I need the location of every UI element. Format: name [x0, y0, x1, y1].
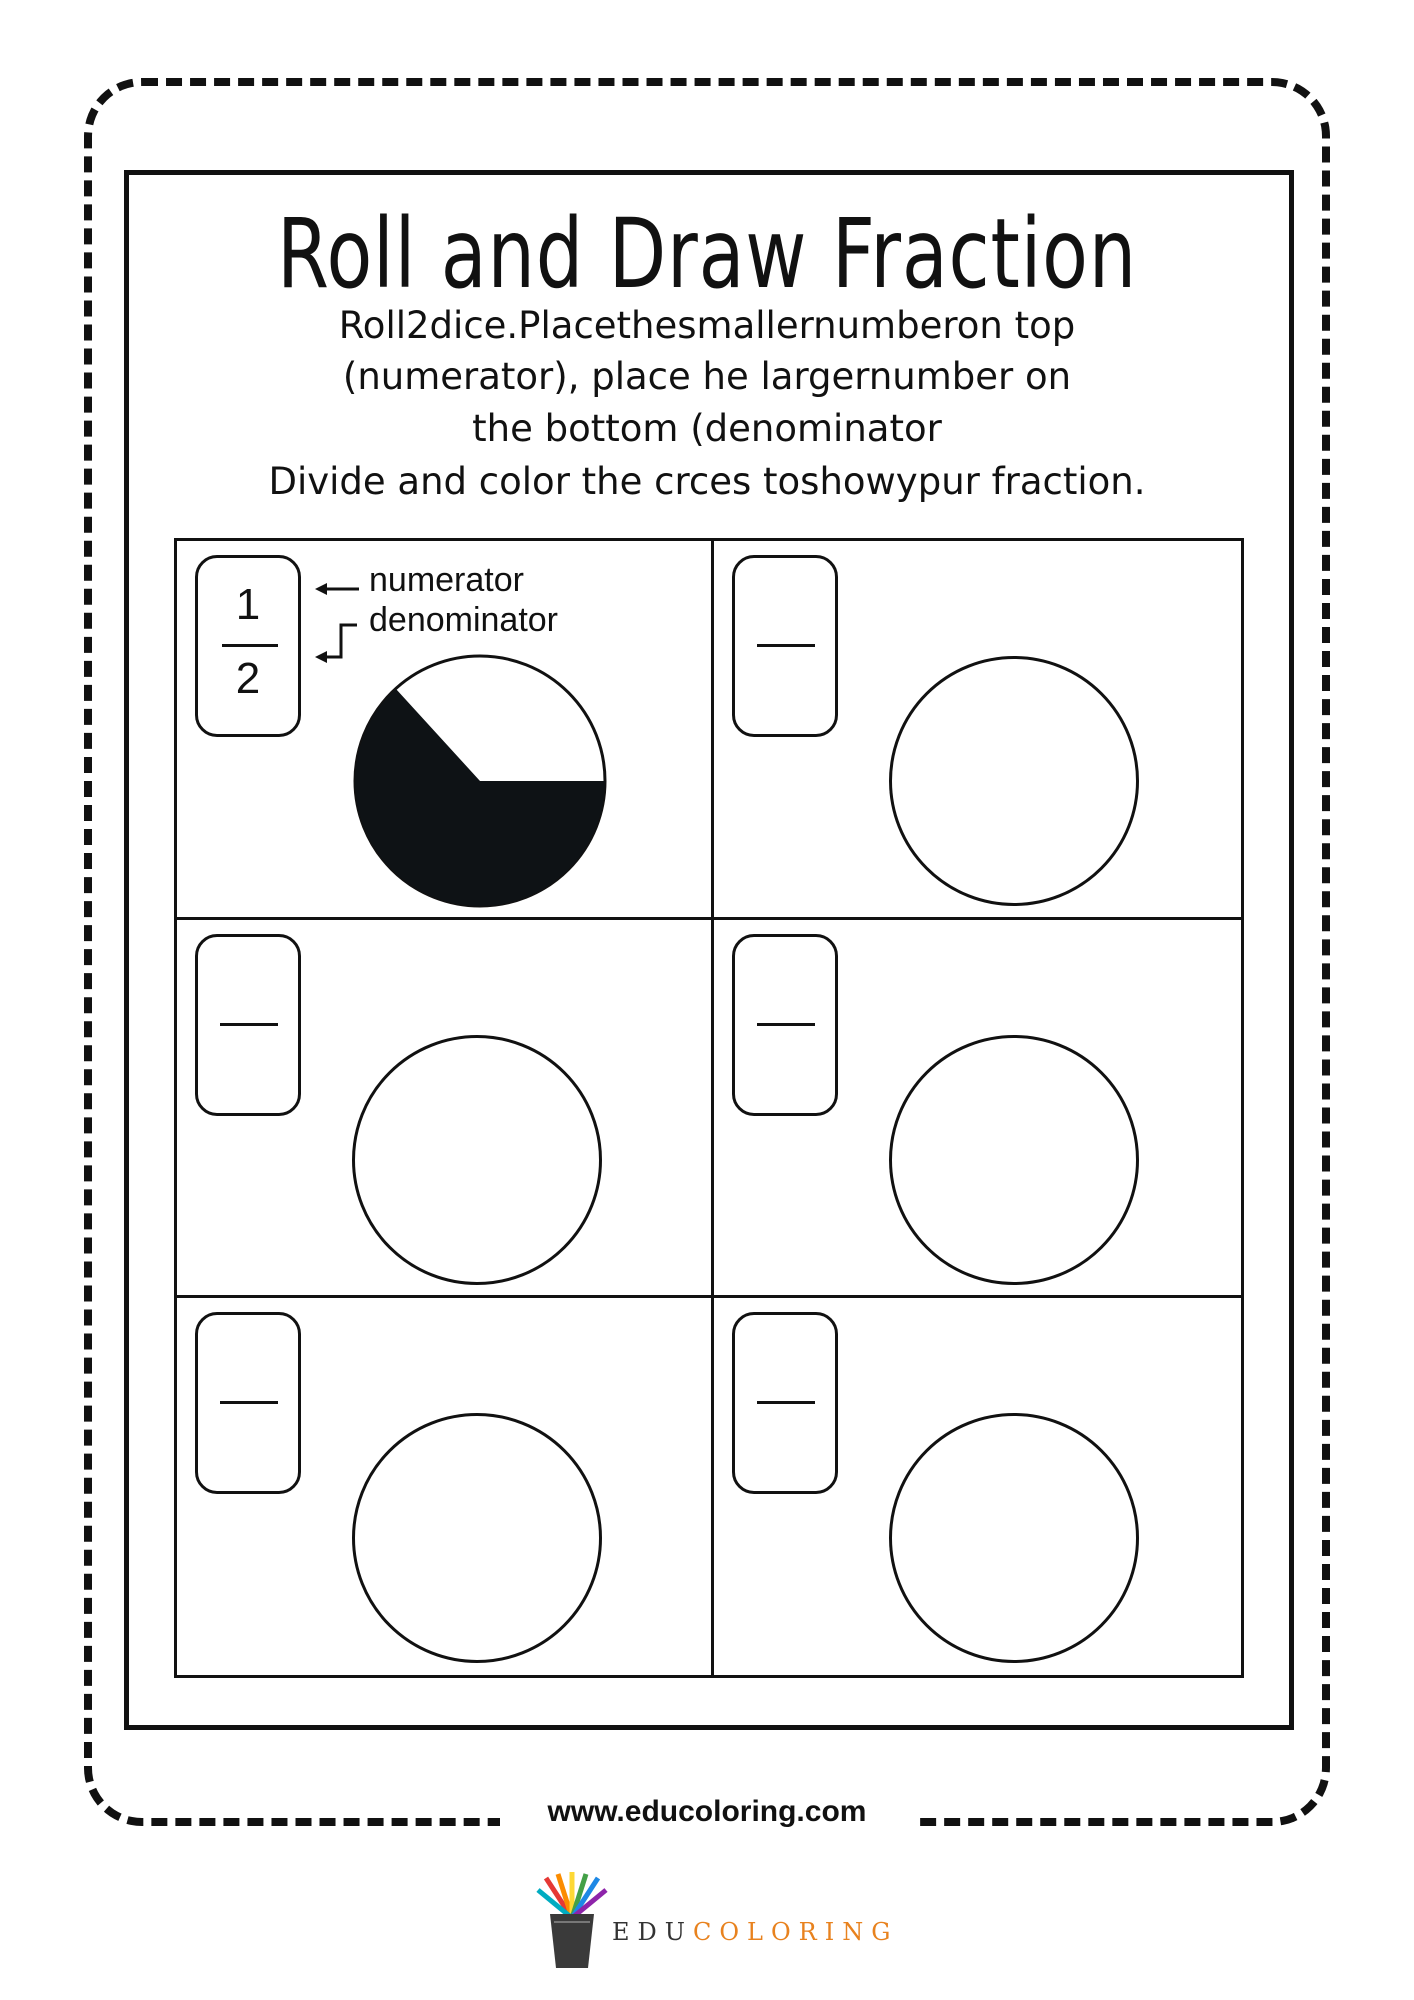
example-pie-circle	[352, 653, 608, 909]
numerator-arrow-icon	[315, 579, 361, 599]
logo-text-edu: EDU	[612, 1918, 693, 1946]
fraction-box[interactable]	[732, 934, 838, 1116]
fraction-circle[interactable]	[889, 1035, 1139, 1285]
worksheet-title: Roll and Draw Fraction	[277, 198, 1137, 310]
fraction-box[interactable]	[195, 934, 301, 1116]
fraction-bar	[220, 1023, 278, 1026]
fraction-circle[interactable]	[352, 1035, 602, 1285]
fraction-box[interactable]	[732, 1312, 838, 1494]
fraction-circle[interactable]	[889, 1413, 1139, 1663]
fraction-bar	[757, 644, 815, 647]
blank-cell-1	[714, 541, 1248, 919]
website-url: www.educoloring.com	[547, 1795, 867, 1828]
pencil-cup-logo-icon	[536, 1872, 608, 1972]
example-cell	[177, 541, 711, 919]
instruction-line-2: (numerator), place he largernumber on	[342, 355, 1072, 398]
example-fraction-box	[195, 555, 301, 737]
instruction-line-4: Divide and color the crces toshowypur fraction.	[268, 460, 1146, 503]
fraction-bar	[757, 1401, 815, 1404]
fraction-circle[interactable]	[889, 656, 1139, 906]
fraction-grid	[174, 538, 1244, 1678]
fraction-circle[interactable]	[352, 1413, 602, 1663]
instruction-line-3: the bottom (denominator	[472, 407, 942, 450]
example-numerator: 1	[235, 580, 261, 629]
blank-cell-5	[714, 1298, 1248, 1676]
logo-wordmark	[612, 1918, 898, 1946]
logo-text-coloring: COLORING	[693, 1918, 899, 1946]
fraction-box[interactable]	[195, 1312, 301, 1494]
fraction-bar	[222, 644, 278, 647]
denominator-label: denominator	[369, 601, 559, 639]
blank-cell-2	[177, 920, 711, 1298]
numerator-label: numerator	[369, 561, 524, 599]
fraction-bar	[220, 1401, 278, 1404]
fraction-box[interactable]	[732, 555, 838, 737]
blank-cell-4	[177, 1298, 711, 1676]
example-denominator: 2	[235, 654, 261, 703]
blank-cell-3	[714, 920, 1248, 1298]
instruction-line-1: Roll2dice.Placethesmallernumberon top	[338, 304, 1076, 347]
fraction-bar	[757, 1023, 815, 1026]
